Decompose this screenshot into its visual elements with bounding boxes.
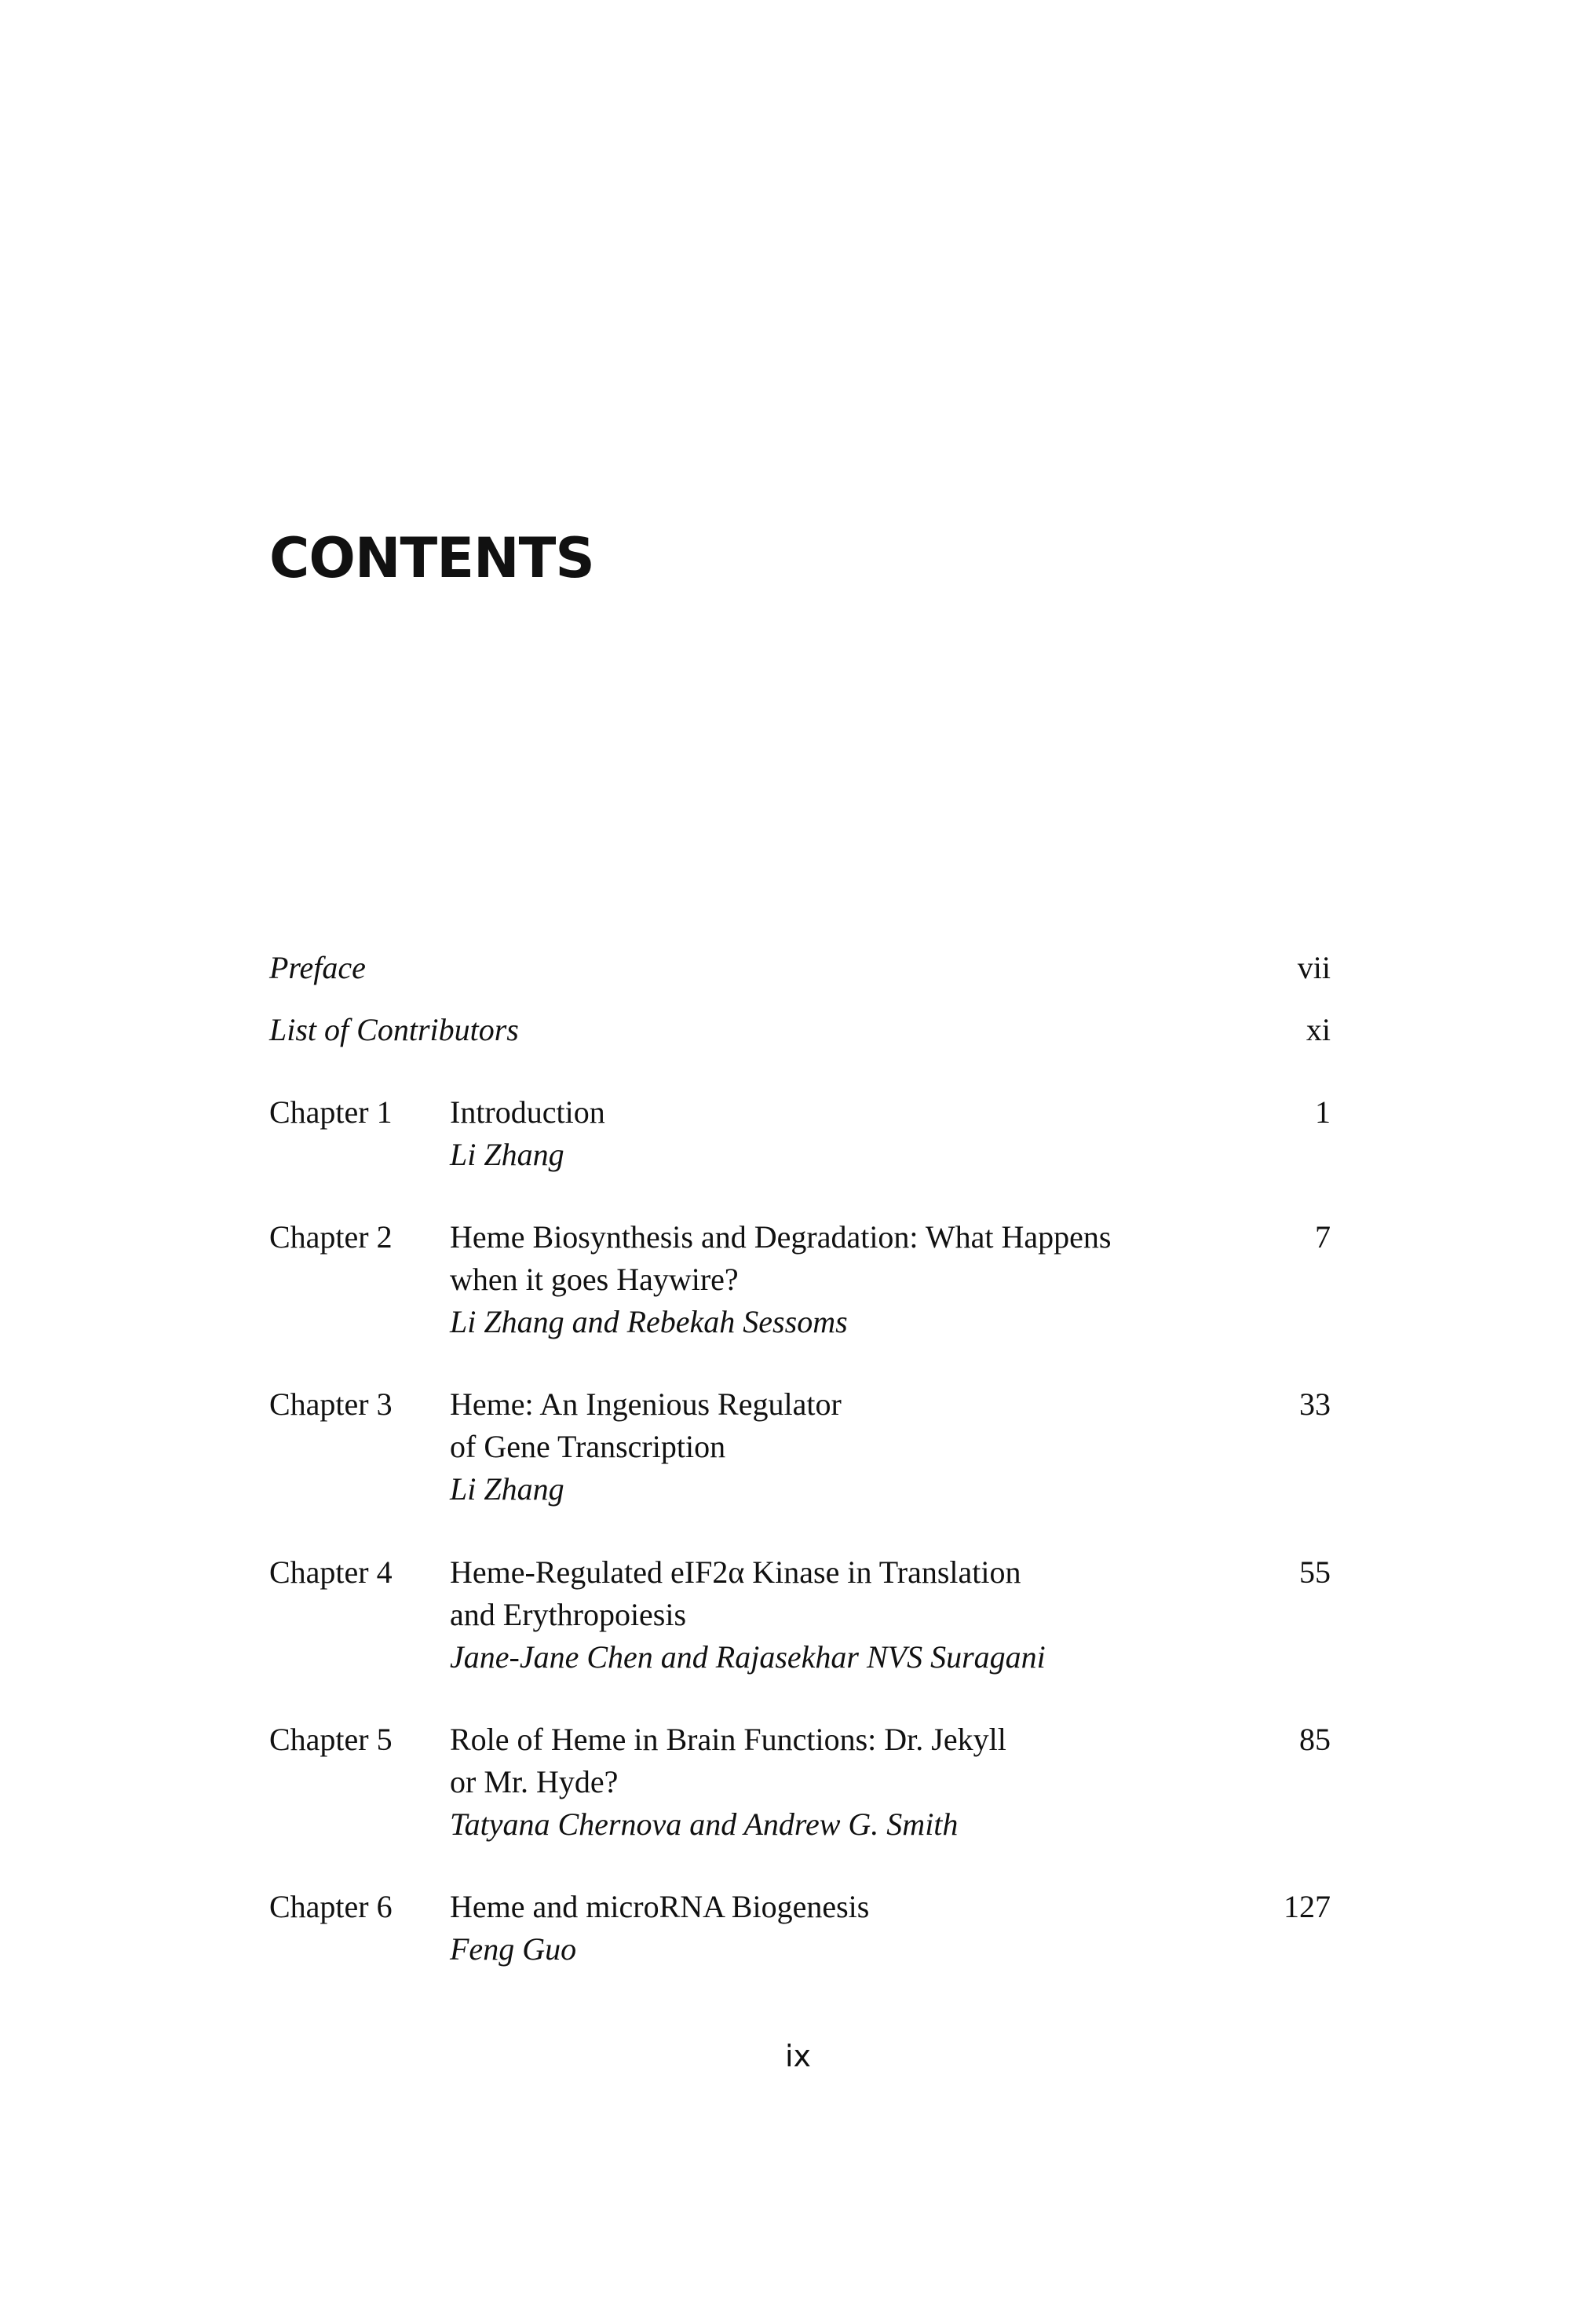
toc-page-number: 1: [1315, 1094, 1331, 1130]
toc-page-number: xi: [1306, 1012, 1331, 1047]
chapter-label: Chapter 3: [269, 1386, 393, 1422]
chapter-body: [450, 1383, 1235, 1511]
chapter-title-line: Heme and microRNA Biogenesis: [450, 1889, 870, 1924]
toc-page-number: 7: [1315, 1219, 1331, 1255]
toc-page-number: 55: [1299, 1554, 1331, 1590]
toc-entry-title: Preface: [269, 950, 366, 985]
chapter-title-line: Heme Biosynthesis and Degradation: What Happens: [450, 1219, 1112, 1255]
chapter-title-line: when it goes Haywire?: [450, 1262, 739, 1297]
chapter-label: Chapter 6: [269, 1889, 393, 1924]
chapter-label: Chapter 2: [269, 1219, 393, 1255]
toc-page-number: vii: [1297, 950, 1331, 985]
chapter-body: [450, 1091, 1235, 1176]
chapter-body: [450, 1719, 1235, 1846]
chapter-title-line: Heme-Regulated eIF2α Kinase in Translation: [450, 1554, 1021, 1590]
toc-page-number: 127: [1284, 1889, 1331, 1924]
chapter-body: [450, 1216, 1235, 1343]
chapter-label: Chapter 1: [269, 1094, 393, 1130]
chapter-authors: Jane-Jane Chen and Rajasekhar NVS Suragani: [450, 1639, 1046, 1675]
chapter-authors: Li Zhang: [450, 1137, 564, 1172]
page-title: CONTENTS: [269, 526, 594, 590]
chapter-title-line: or Mr. Hyde?: [450, 1764, 619, 1799]
chapter-title-line: of Gene Transcription: [450, 1429, 726, 1464]
toc-entry-contributors: [269, 1009, 1331, 1051]
chapter-authors: Li Zhang and Rebekah Sessoms: [450, 1304, 848, 1339]
chapter-authors: Li Zhang: [450, 1471, 564, 1507]
chapter-label: Chapter 5: [269, 1722, 393, 1757]
chapter-body: [450, 1551, 1235, 1679]
chapter-authors: Feng Guo: [450, 1931, 577, 1967]
toc-page-number: 33: [1299, 1386, 1331, 1422]
chapter-title-line: Heme: An Ingenious Regulator: [450, 1386, 842, 1422]
chapter-label: Chapter 4: [269, 1554, 393, 1590]
chapter-title-line: and Erythropoiesis: [450, 1597, 687, 1632]
toc-page-number: 85: [1299, 1722, 1331, 1757]
chapter-authors: Tatyana Chernova and Andrew G. Smith: [450, 1806, 959, 1842]
chapter-title-line: Role of Heme in Brain Functions: Dr. Jekyll: [450, 1722, 1006, 1757]
toc-entry-title: List of Contributors: [269, 1012, 519, 1047]
page-number-footer: ix: [784, 2039, 812, 2073]
toc-entry-preface: [269, 947, 1331, 989]
chapter-body: [450, 1886, 1235, 1971]
chapter-title-line: Introduction: [450, 1094, 605, 1130]
